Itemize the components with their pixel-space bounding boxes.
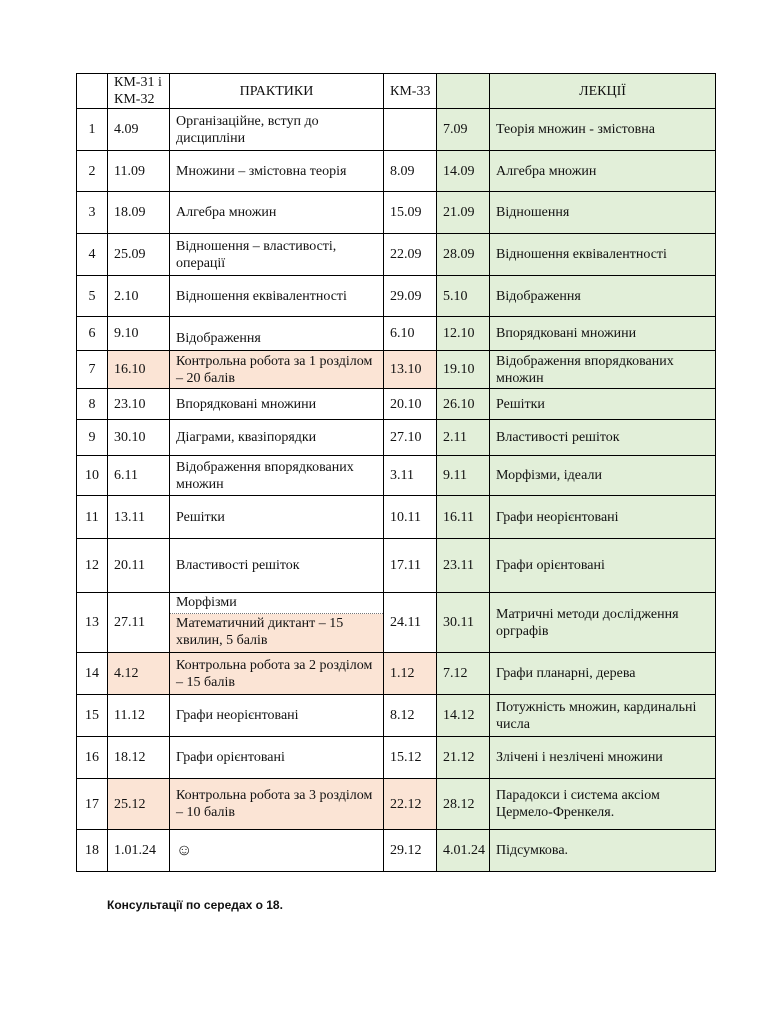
table-row [77, 496, 716, 539]
row-number: 5 [77, 276, 108, 317]
row-number: 16 [77, 737, 108, 779]
schedule-table [76, 73, 716, 872]
lecture-topic: Впорядковані множини [490, 317, 716, 351]
lecture-date: 19.10 [437, 351, 490, 389]
practice-topic: Впорядковані множини [170, 389, 384, 420]
km33-date: 15.12 [384, 737, 437, 779]
lecture-date: 7.09 [437, 109, 490, 151]
km33-date: 17.11 [384, 539, 437, 593]
practice-date: 30.10 [108, 420, 170, 456]
lecture-date: 16.11 [437, 496, 490, 539]
practice-date: 11.12 [108, 695, 170, 737]
practice-date: 11.09 [108, 151, 170, 192]
header-lectures: ЛЕКЦІЇ [490, 74, 716, 109]
practice-topic: Відображення впорядкованих множин [170, 456, 384, 496]
table-row [77, 695, 716, 737]
table-row [77, 234, 716, 276]
table-row [77, 389, 716, 420]
km33-date: 10.11 [384, 496, 437, 539]
row-number: 13 [77, 593, 108, 653]
practice-topic: Графи неорієнтовані [170, 695, 384, 737]
practice-date: 4.12 [108, 653, 170, 695]
header-row [77, 74, 716, 109]
lecture-date: 21.09 [437, 192, 490, 234]
lecture-topic: Графи орієнтовані [490, 539, 716, 593]
lecture-topic: Підсумкова. [490, 830, 716, 872]
row-number: 9 [77, 420, 108, 456]
row-number: 8 [77, 389, 108, 420]
practice-date: 20.11 [108, 539, 170, 593]
table-row [77, 151, 716, 192]
lecture-topic: Решітки [490, 389, 716, 420]
km33-date: 1.12 [384, 653, 437, 695]
km33-date: 24.11 [384, 593, 437, 653]
km33-date: 15.09 [384, 192, 437, 234]
table-row [77, 351, 716, 389]
table-row [77, 779, 716, 830]
practice-topic: Множини – змістовна теорія [170, 151, 384, 192]
practice-date: 18.12 [108, 737, 170, 779]
practice-date: 18.09 [108, 192, 170, 234]
practice-topic: Контрольна робота за 3 розділом – 10 балів [170, 779, 384, 830]
lecture-topic: Графи планарні, дерева [490, 653, 716, 695]
table-row [77, 317, 716, 351]
row-number: 4 [77, 234, 108, 276]
practice-topic: Алгебра множин [170, 192, 384, 234]
lecture-date: 4.01.24 [437, 830, 490, 872]
table-row [77, 192, 716, 234]
practice-topic: Властивості решіток [170, 539, 384, 593]
practice-date: 16.10 [108, 351, 170, 389]
row-number: 14 [77, 653, 108, 695]
km33-date: 29.12 [384, 830, 437, 872]
lecture-topic: Матричні методи дослідження орграфів [490, 593, 716, 653]
table-row [77, 653, 716, 695]
km33-date: 13.10 [384, 351, 437, 389]
lecture-topic: Потужність множин, кардинальні числа [490, 695, 716, 737]
km33-date: 20.10 [384, 389, 437, 420]
lecture-date: 28.12 [437, 779, 490, 830]
lecture-date: 5.10 [437, 276, 490, 317]
km33-date [384, 109, 437, 151]
row-number: 11 [77, 496, 108, 539]
km33-date: 22.09 [384, 234, 437, 276]
practice-topic: Контрольна робота за 1 розділом – 20 балів [170, 351, 384, 389]
practice-date: 13.11 [108, 496, 170, 539]
lecture-date: 14.09 [437, 151, 490, 192]
lecture-topic: Відношення еквівалентності [490, 234, 716, 276]
row-number: 12 [77, 539, 108, 593]
lecture-topic: Парадокси і система аксіом Цермело-Френкеля. [490, 779, 716, 830]
practice-topic: Відношення еквівалентності [170, 276, 384, 317]
km33-date: 8.09 [384, 151, 437, 192]
lecture-topic: Відображення [490, 276, 716, 317]
practice-topic: Відображення [170, 317, 384, 351]
practice-date: 6.11 [108, 456, 170, 496]
lecture-topic: Властивості решіток [490, 420, 716, 456]
table-row [77, 737, 716, 779]
practice-topic: Відношення – властивості, операції [170, 234, 384, 276]
lecture-date: 26.10 [437, 389, 490, 420]
header-number-cell [77, 74, 108, 109]
row-number: 1 [77, 109, 108, 151]
practice-date: 4.09 [108, 109, 170, 151]
row-number: 3 [77, 192, 108, 234]
practice-date: 9.10 [108, 317, 170, 351]
table-row [77, 830, 716, 872]
row-number: 6 [77, 317, 108, 351]
table-row [77, 109, 716, 151]
lecture-topic: Морфізми, ідеали [490, 456, 716, 496]
dictation-note: Математичний диктант – 15 хвилин, 5 балів [170, 614, 383, 652]
lecture-date: 28.09 [437, 234, 490, 276]
lecture-date: 23.11 [437, 539, 490, 593]
row-number: 15 [77, 695, 108, 737]
lecture-date: 21.12 [437, 737, 490, 779]
row-number: 10 [77, 456, 108, 496]
lecture-topic: Графи неорієнтовані [490, 496, 716, 539]
km33-date: 22.12 [384, 779, 437, 830]
km33-date: 29.09 [384, 276, 437, 317]
header-lecture-date-cell [437, 74, 490, 109]
header-km31: КМ-31 і КМ-32 [108, 74, 170, 109]
table-row [77, 593, 716, 653]
header-km33: КМ-33 [384, 74, 437, 109]
practice-date: 25.12 [108, 779, 170, 830]
table-row [77, 456, 716, 496]
practice-date: 1.01.24 [108, 830, 170, 872]
lecture-topic: Відображення впорядкованих множин [490, 351, 716, 389]
km33-date: 3.11 [384, 456, 437, 496]
lecture-topic: Алгебра множин [490, 151, 716, 192]
table-row [77, 276, 716, 317]
lecture-topic: Відношення [490, 192, 716, 234]
practice-topic-split [170, 593, 384, 653]
practice-topic: Організаційне, вступ до дисципліни [170, 109, 384, 151]
lecture-date: 14.12 [437, 695, 490, 737]
practice-topic: Решітки [170, 496, 384, 539]
practice-date: 25.09 [108, 234, 170, 276]
lecture-date: 9.11 [437, 456, 490, 496]
table-row [77, 420, 716, 456]
header-practices: ПРАКТИКИ [170, 74, 384, 109]
lecture-topic: Теорія множин - змістовна [490, 109, 716, 151]
lecture-date: 7.12 [437, 653, 490, 695]
km33-date: 27.10 [384, 420, 437, 456]
practice-topic: Контрольна робота за 2 розділом – 15 балів [170, 653, 384, 695]
practice-topic: ☺ [170, 830, 384, 872]
row-number: 2 [77, 151, 108, 192]
practice-topic: Графи орієнтовані [170, 737, 384, 779]
practice-date: 23.10 [108, 389, 170, 420]
lecture-date: 2.11 [437, 420, 490, 456]
lecture-topic: Злічені і незлічені множини [490, 737, 716, 779]
practice-topic: Діаграми, квазіпорядки [170, 420, 384, 456]
practice-date: 2.10 [108, 276, 170, 317]
lecture-date: 12.10 [437, 317, 490, 351]
km33-date: 8.12 [384, 695, 437, 737]
km33-date: 6.10 [384, 317, 437, 351]
row-number: 7 [77, 351, 108, 389]
consultations-note: Консультації по середах о 18. [107, 898, 283, 912]
table-row [77, 539, 716, 593]
lecture-date: 30.11 [437, 593, 490, 653]
practice-date: 27.11 [108, 593, 170, 653]
practice-topic: Морфізми [170, 593, 383, 614]
row-number: 18 [77, 830, 108, 872]
row-number: 17 [77, 779, 108, 830]
